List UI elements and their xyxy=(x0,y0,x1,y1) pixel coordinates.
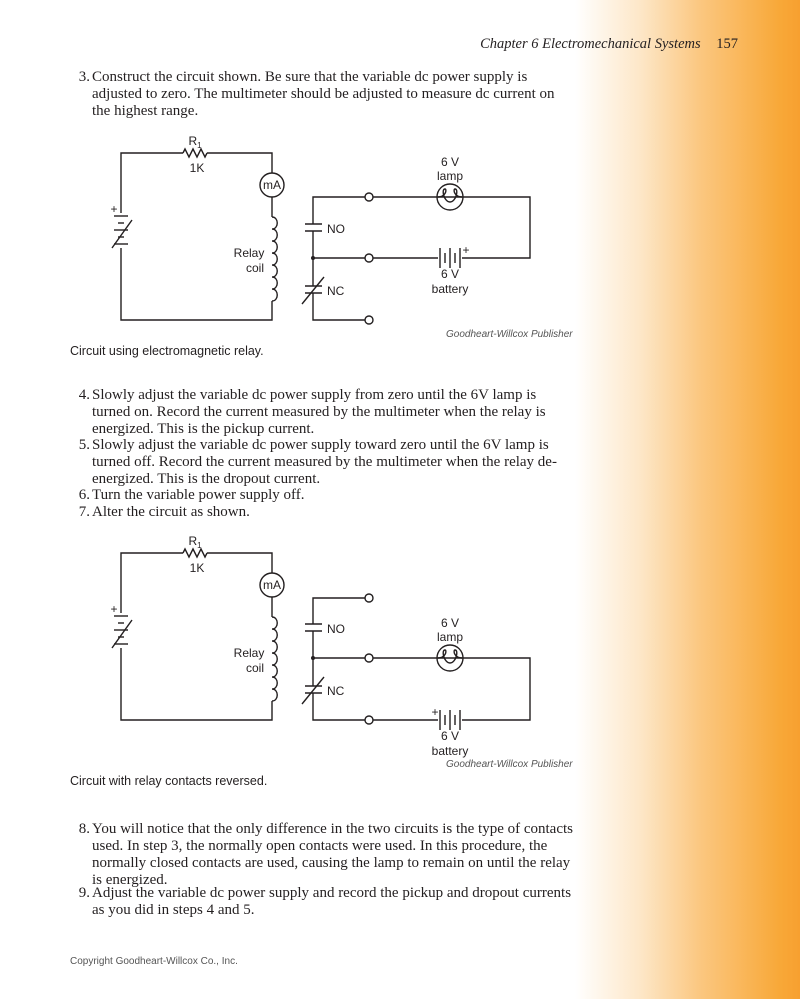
nc-label: NC xyxy=(327,284,345,298)
resistor-value: 1K xyxy=(189,561,205,575)
ammeter-label: mA xyxy=(263,578,281,592)
junction-dot xyxy=(311,656,315,660)
figure-credit: Goodheart-Willcox Publisher xyxy=(446,329,573,340)
no-label: NO xyxy=(327,222,345,236)
step-9 xyxy=(76,885,576,919)
terminal-icon xyxy=(365,716,373,724)
coil-label: coil xyxy=(245,261,265,275)
wire xyxy=(373,658,530,720)
resistor-subscript: 1 xyxy=(197,541,202,550)
battery-label: battery xyxy=(431,744,469,758)
lamp-label: 6 V xyxy=(440,155,460,169)
step-text: You will notice that the only difference in the two circuits is the type of contacts used. In step 3, the normally open contacts were used. In this procedure, the normally closed contacts are used, causing the lamp to remain on until the relay is energized. xyxy=(92,821,574,888)
nc-label: NC xyxy=(327,684,345,698)
lamp-label: lamp xyxy=(436,630,464,644)
step-text: Adjust the variable dc power supply and record the pickup and dropout currents as you did in steps 4 and 5. xyxy=(92,885,572,918)
coil-label: coil xyxy=(245,661,265,675)
resistor-value: 1K xyxy=(189,161,205,175)
lamp-label: 6 V xyxy=(440,616,460,630)
step-number: 3. xyxy=(78,69,90,85)
ammeter-label: mA xyxy=(263,178,281,192)
step-number: 5. xyxy=(78,437,90,453)
resistor-label: $R_1$ xyxy=(188,534,202,550)
relay-coil-icon xyxy=(272,617,277,701)
copyright: Copyright Goodheart-Willcox Co., Inc. xyxy=(70,956,238,967)
terminal-icon xyxy=(365,654,373,662)
lamp-filament xyxy=(438,650,462,663)
coil-label: Relay xyxy=(233,246,265,260)
step-text: Slowly adjust the variable dc power supply toward zero until the 6V lamp is turned off. Record the current measured by the multimeter when the relay de-energized. This is the dropout current. xyxy=(92,437,557,487)
step-number: 4. xyxy=(78,387,90,403)
plus-sign: + xyxy=(110,602,118,616)
figure-caption: Circuit with relay contacts reversed. xyxy=(70,774,268,788)
lamp-label: lamp xyxy=(436,169,464,183)
step-number: 6. xyxy=(78,487,90,503)
plus-sign: + xyxy=(110,202,118,216)
battery-label: 6 V xyxy=(440,267,460,281)
wire xyxy=(121,553,272,720)
wire xyxy=(313,598,365,720)
step-number: 9. xyxy=(78,885,90,901)
plus-sign: + xyxy=(462,243,470,257)
resistor-subscript: 1 xyxy=(197,141,202,150)
resistor-icon xyxy=(183,549,207,557)
terminal-icon xyxy=(365,594,373,602)
step-number: 7. xyxy=(78,504,90,520)
figure-credit: Goodheart-Willcox Publisher xyxy=(446,759,573,770)
no-label: NO xyxy=(327,622,345,636)
figure-caption: Circuit using electromagnetic relay. xyxy=(70,344,264,358)
resistor-label: $R_1$ xyxy=(188,134,202,150)
step-number: 8. xyxy=(78,821,90,837)
plus-sign: + xyxy=(431,705,439,719)
step-text: Construct the circuit shown. Be sure that the variable dc power supply is adjusted to zero. The multimeter should be adjusted to measure dc current on the highest range. xyxy=(92,69,555,119)
battery-label: battery xyxy=(431,282,469,296)
step-text: Alter the circuit as shown. xyxy=(92,504,250,520)
step-text: Turn the variable power supply off. xyxy=(92,487,305,503)
chapter-title: Chapter 6 Electromechanical Systems xyxy=(480,36,701,52)
step-text: Slowly adjust the variable dc power supply from zero until the 6V lamp is turned on. Record the current measured by the multimeter when the relay is energized. This is the pickup current. xyxy=(92,387,546,437)
battery-label: 6 V xyxy=(440,729,460,743)
page-number: 157 xyxy=(716,36,738,52)
coil-label: Relay xyxy=(233,646,265,660)
step-8 xyxy=(76,821,576,889)
